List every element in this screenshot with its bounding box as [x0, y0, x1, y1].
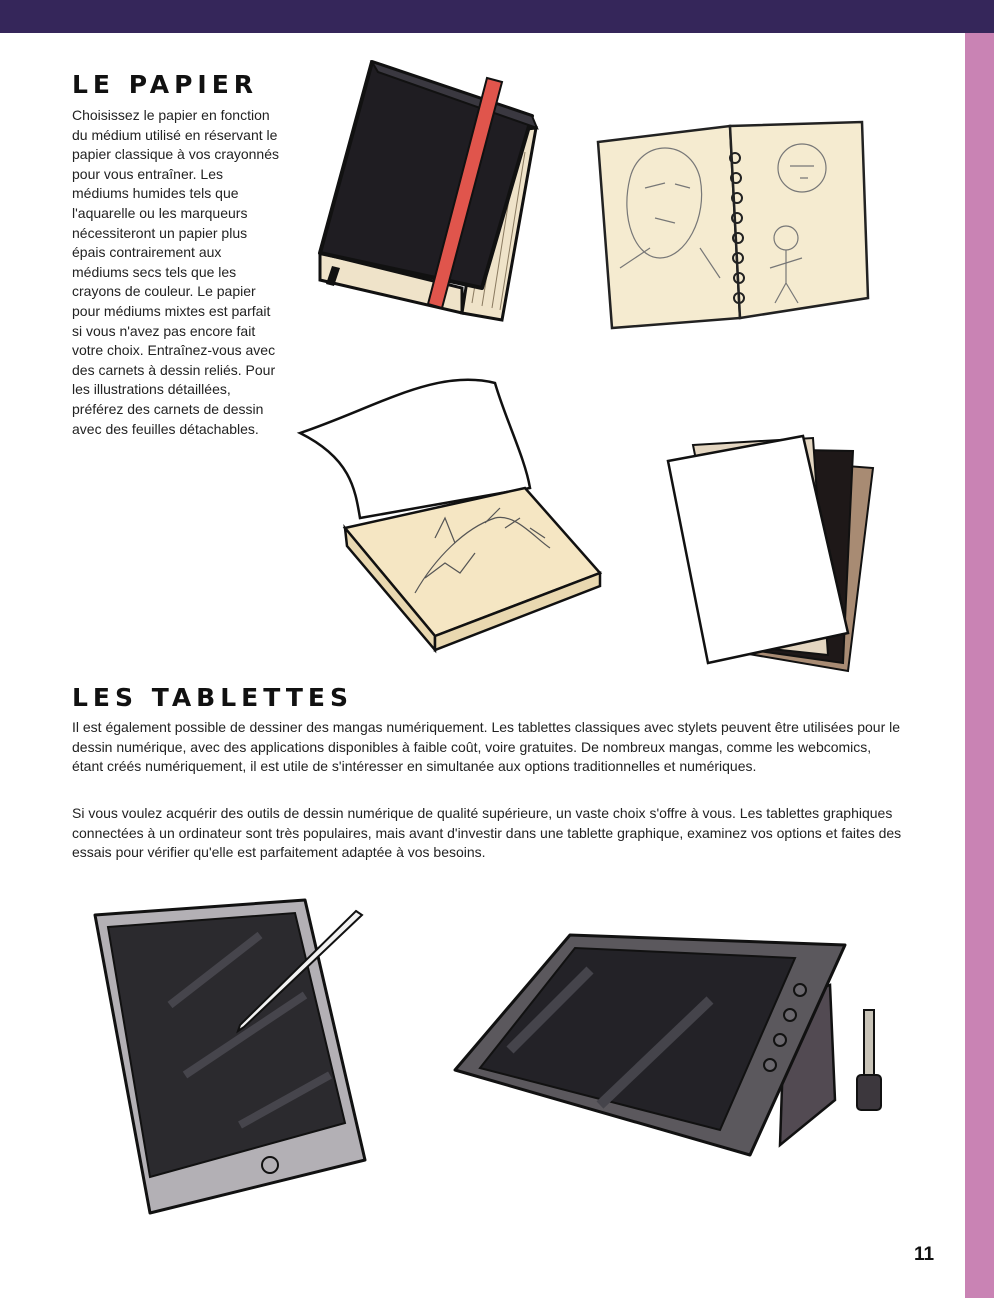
page-number: 11: [914, 1244, 935, 1265]
spiral-sketchbook-icon: [590, 118, 875, 330]
detachable-sketch-pad-icon: [295, 378, 605, 656]
black-sketchbook-icon: [312, 58, 547, 320]
side-color-stripe: [965, 33, 994, 1298]
section-title-papier: LE PAPIER: [72, 70, 259, 99]
tablet-with-stylus-icon: [90, 895, 375, 1225]
paper-sheets-icon: [663, 433, 913, 673]
tablettes-paragraph-1: Il est également possible de dessiner des mangas numériquement. Les tablettes classiques avec stylets peuvent être utilisées pour le dessin numérique, avec des applications disponibles à faible coût, voire gratuites. De nombreux mangas, comme les webcomics, étant créés numériquement, il est utile de s'intéresser en simultanée aux options traditionnelles et numériques.: [72, 719, 901, 775]
section-title-tablettes: LES TABLETTES: [72, 683, 354, 712]
top-color-bar: [0, 0, 994, 33]
papier-paragraph: Choisissez le papier en fonction du médium utilisé en réservant le papier classique à vos crayonnés pour vous entraîner. Les médiums humides tels que l'aquarelle ou les marqueurs nécessiteront un papier plus épais contrairement aux médiums secs tels que les crayons de couleur. Le papier pour médiums mixtes est parfait si vous n'avez pas encore fait votre choix. Entraînez-vous avec des carnets à dessin reliés. Pour les illustrations détaillées, préférez des carnets de dessin avec des feuilles détachables.: [72, 107, 280, 437]
tablettes-paragraph-2: Si vous voulez acquérir des outils de dessin numérique de qualité supérieure, un vaste choix s'offre à vous. Les tablettes graphiques connectées à un ordinateur sont très populaires, mais avant d'investir dans une tablette graphique, examinez vos options et faites des essais pour vérifier qu'elle est parfaitement adaptée à vos besoins.: [72, 805, 902, 861]
pen-display-tablet-icon: [450, 930, 890, 1162]
